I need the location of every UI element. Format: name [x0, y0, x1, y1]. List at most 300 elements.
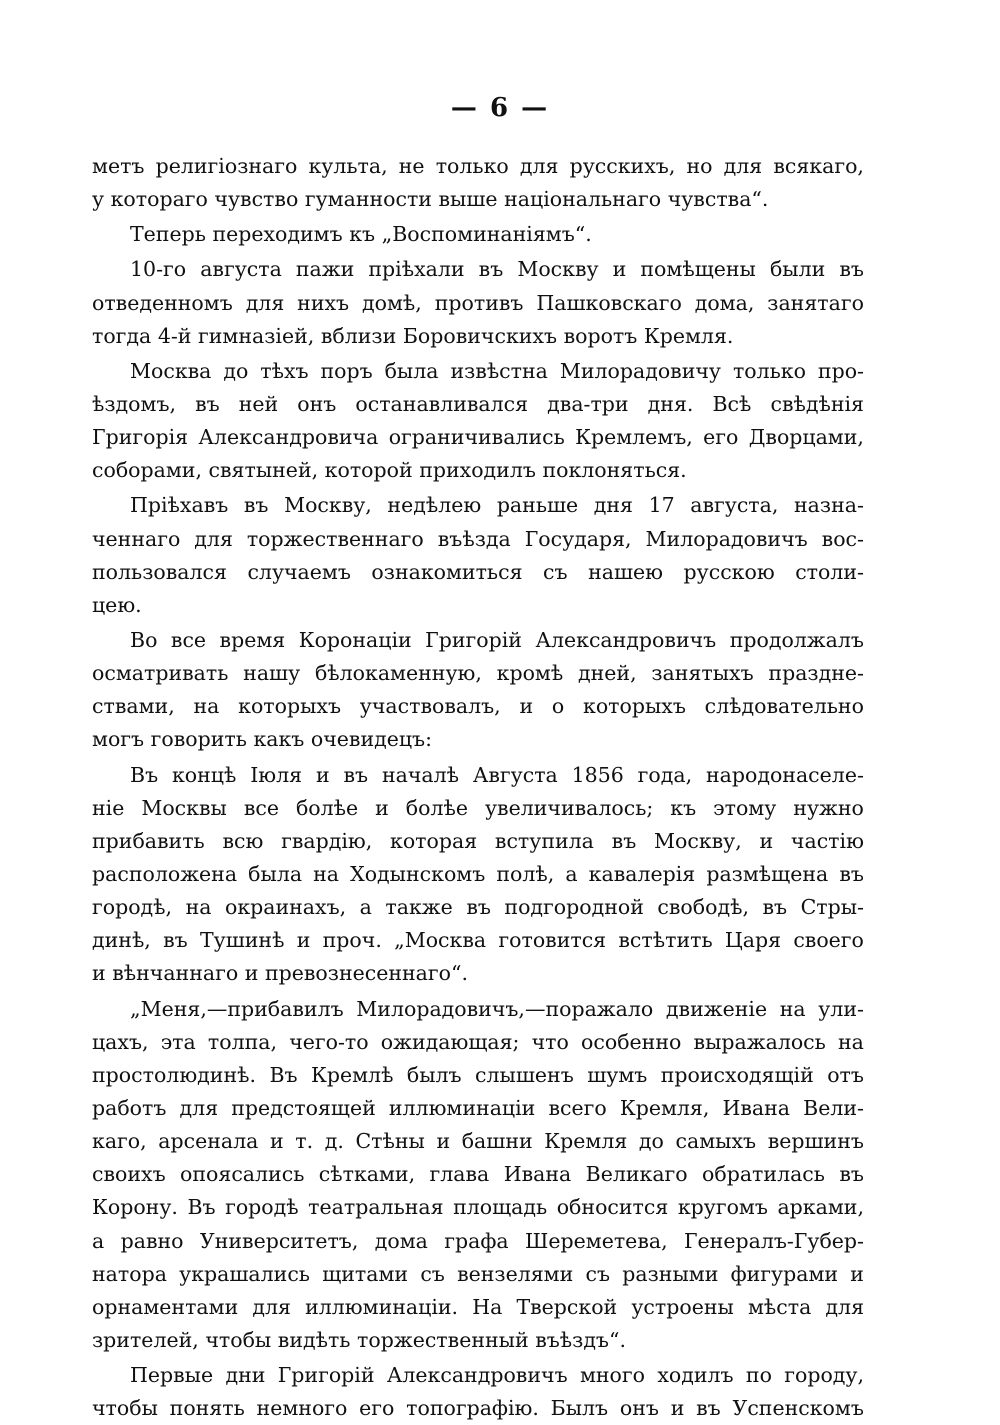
word: фигурами — [730, 1261, 839, 1286]
word: частію — [790, 828, 864, 853]
word: Въ — [269, 1062, 298, 1087]
word: которыхъ — [583, 694, 686, 719]
word: ствами, — [92, 694, 175, 719]
word: ожидающая; — [380, 1029, 520, 1054]
word: т. — [295, 1129, 314, 1154]
word: опоясались — [180, 1162, 305, 1187]
word: орнаментами — [92, 1294, 239, 1319]
word: Григорій — [425, 627, 522, 652]
word: и — [670, 1396, 685, 1421]
word: Милорадовичъ,—поражало — [356, 996, 654, 1021]
word: въ — [696, 1396, 721, 1421]
word: кругомъ — [677, 1195, 768, 1220]
word: движеніе — [665, 996, 768, 1021]
word: могъ — [92, 727, 145, 752]
word: и — [315, 762, 330, 787]
word: и — [519, 694, 534, 719]
word: арками, — [777, 1195, 864, 1220]
word: устроены — [631, 1294, 734, 1319]
word: Пріѣхавъ — [130, 493, 229, 518]
word: культа, — [308, 154, 388, 178]
word: къ — [349, 222, 376, 247]
word: „Меня,—прибавилъ — [130, 996, 344, 1021]
word: проч. — [322, 928, 382, 953]
word: для — [825, 1294, 864, 1319]
text-line — [92, 690, 864, 723]
word: готовится — [498, 928, 607, 953]
word: Іюля — [250, 762, 303, 787]
text-line — [92, 891, 864, 924]
text-line — [92, 1291, 864, 1324]
text-line — [92, 253, 864, 286]
word: его — [703, 425, 739, 450]
text-line — [92, 825, 864, 858]
word: кромѣ — [496, 661, 564, 686]
word: дня — [593, 493, 633, 518]
word: русскою — [683, 559, 775, 584]
word: случаемъ — [247, 559, 351, 584]
text-line — [92, 355, 864, 388]
word: Москву, — [284, 493, 372, 518]
word: а — [565, 861, 578, 886]
word: чтобы — [92, 1396, 158, 1421]
word: топографію. — [406, 1396, 539, 1421]
word: эта — [160, 1029, 196, 1054]
text-line — [92, 1359, 864, 1392]
word: котораго — [110, 187, 208, 212]
text-body — [92, 150, 864, 1425]
word: Пашковскаго — [536, 290, 682, 315]
word: переходимъ — [212, 222, 343, 247]
word: дней, — [578, 661, 637, 686]
word: былъ — [406, 1062, 462, 1087]
word: цею. — [92, 592, 142, 617]
word: башни — [461, 1129, 533, 1154]
word: шумъ — [587, 1062, 648, 1087]
word: въѣздъ“. — [535, 1327, 626, 1352]
word: обратилась — [702, 1162, 825, 1187]
word: Кремля, — [619, 1095, 710, 1120]
word: назна- — [794, 493, 864, 518]
word: свѣдѣнія — [770, 391, 864, 416]
word: воротъ — [563, 323, 638, 348]
text-line — [92, 150, 864, 183]
text-line — [92, 1258, 864, 1291]
word: Стры- — [800, 895, 864, 920]
word: бѣлокаменную, — [314, 661, 482, 686]
word: происходящій — [660, 1062, 814, 1087]
text-line — [92, 421, 864, 454]
word: у — [92, 187, 105, 212]
word: чего-то — [289, 1029, 369, 1054]
word: пажи — [295, 257, 355, 282]
word: останавливался — [355, 391, 529, 416]
word: увеличивалось; — [484, 795, 654, 820]
word: въ — [839, 257, 864, 282]
word: народонаселе- — [705, 762, 864, 787]
word: вос- — [821, 526, 864, 551]
word: на — [779, 996, 806, 1021]
word: въ — [195, 391, 220, 416]
word: видѣть — [277, 1327, 351, 1352]
word: нашу — [243, 661, 301, 686]
word: на — [193, 694, 220, 719]
word: Москву — [517, 257, 599, 282]
word: Былъ — [550, 1396, 609, 1421]
word: съ — [585, 1261, 611, 1286]
word: и — [612, 257, 627, 282]
word: о — [551, 694, 565, 719]
word: встѣтить — [618, 928, 713, 953]
text-line — [92, 1026, 864, 1059]
word: и — [92, 961, 106, 986]
word: чувство — [214, 187, 299, 212]
paragraph — [92, 624, 864, 757]
word: 17 — [648, 493, 675, 518]
word: понять — [169, 1396, 245, 1421]
word: отъ — [827, 1062, 864, 1087]
text-line — [92, 320, 864, 353]
word: время — [219, 627, 286, 652]
word: На — [472, 1294, 503, 1319]
word: Тверской — [516, 1294, 618, 1319]
word: своего — [793, 928, 864, 953]
word: слѣдовательно — [704, 694, 864, 719]
word: вензелями — [457, 1261, 574, 1286]
word: Александровичъ — [535, 627, 717, 652]
word: для — [252, 1294, 291, 1319]
word: которой — [324, 458, 413, 483]
word: кавалерія — [588, 861, 696, 886]
word: и — [244, 961, 259, 986]
text-line — [92, 957, 864, 990]
word: дни — [225, 1363, 266, 1388]
word: „Москва — [394, 928, 487, 953]
word: въѣзда — [437, 526, 511, 551]
text-line — [92, 1059, 864, 1092]
word: въ — [466, 895, 491, 920]
word: вступила — [494, 828, 594, 853]
word: всего — [548, 1095, 607, 1120]
word: Москву, — [654, 828, 742, 853]
word: нихъ — [297, 290, 350, 315]
word: ограничивались — [388, 425, 565, 450]
word: а — [359, 895, 372, 920]
word: но — [686, 154, 713, 178]
word: которыхъ — [238, 694, 342, 719]
word: ніе — [92, 795, 125, 820]
word: праздне- — [768, 661, 864, 686]
word: подгородной — [504, 895, 644, 920]
word: тѣхъ — [260, 358, 309, 383]
word: городѣ, — [92, 895, 173, 920]
word: на — [313, 861, 340, 886]
word: на — [185, 895, 212, 920]
word: Кремлемъ, — [575, 425, 693, 450]
word: всю — [222, 828, 264, 853]
word: расположена — [92, 861, 238, 886]
word: святыней, — [208, 458, 319, 483]
word: Шереметева, — [524, 1228, 668, 1253]
word: домѣ, — [362, 290, 422, 315]
word: 10-го — [130, 257, 187, 282]
word: была — [384, 358, 439, 383]
word: Въ — [130, 762, 159, 787]
word: Великаго — [585, 1162, 688, 1187]
text-line — [92, 218, 864, 251]
word: Во — [130, 627, 158, 652]
word: этому — [713, 795, 777, 820]
word: „Воспоминаніямъ“. — [381, 222, 592, 247]
word: Дворцами, — [748, 425, 864, 450]
word: гвардію, — [281, 828, 373, 853]
word: все — [243, 795, 279, 820]
word: Всѣ — [712, 391, 752, 416]
word: и — [296, 928, 311, 953]
word: иллюминаціи — [388, 1095, 536, 1120]
text-line — [92, 858, 864, 891]
word: Кремля — [544, 1129, 628, 1154]
word: про- — [817, 358, 864, 383]
text-line — [92, 1158, 864, 1191]
word: говорить — [150, 727, 247, 752]
word: свободѣ, — [657, 895, 749, 920]
word: два-три — [547, 391, 629, 416]
word: Первые — [130, 1363, 214, 1388]
word: Стѣны — [355, 1129, 425, 1154]
word: занятыхъ — [651, 661, 754, 686]
word: ченнаго — [92, 526, 181, 551]
word: пріѣхали — [368, 257, 465, 282]
word: извѣстна — [450, 358, 548, 383]
paragraph — [92, 489, 864, 622]
word: каго, — [92, 1129, 147, 1154]
word: съ — [543, 559, 568, 584]
word: концѣ — [171, 762, 237, 787]
word: соборами, — [92, 458, 202, 483]
word: ули- — [818, 996, 864, 1021]
word: въ — [762, 895, 788, 920]
word: Тушинѣ — [199, 928, 285, 953]
text-line — [92, 1092, 864, 1125]
word: въ — [478, 257, 504, 282]
text-line — [92, 657, 864, 690]
word: слышенъ — [475, 1062, 574, 1087]
word: динѣ, — [92, 928, 151, 953]
word: поклоняться. — [542, 458, 687, 483]
word: прибавить — [92, 828, 205, 853]
word: нашею — [588, 559, 664, 584]
text-line — [92, 589, 864, 622]
word: размѣщена — [706, 861, 829, 886]
word: что — [531, 1029, 569, 1054]
word: а — [92, 1228, 105, 1253]
paragraph — [92, 355, 864, 488]
word: въ — [243, 493, 269, 518]
word: толпа, — [207, 1029, 278, 1054]
word: религіознаго — [155, 154, 298, 178]
word: какъ — [253, 727, 305, 752]
word: раньше — [496, 493, 579, 518]
word: ѣздомъ, — [92, 391, 177, 416]
word: Григорій — [277, 1363, 375, 1388]
word: на — [838, 1029, 864, 1054]
word: Ходынскомъ — [350, 861, 486, 886]
page-number: — 6 — — [450, 93, 550, 123]
text-line — [92, 1324, 864, 1357]
word: противъ — [434, 290, 524, 315]
word: въ — [163, 928, 188, 953]
text-line — [92, 624, 864, 657]
text-line — [92, 489, 864, 522]
word: только — [732, 358, 806, 383]
word: для — [245, 290, 285, 315]
word: и — [436, 1129, 451, 1154]
word: все — [170, 627, 207, 652]
word: гуманности — [304, 187, 432, 212]
word: и — [850, 1261, 864, 1286]
word: онъ — [619, 1396, 659, 1421]
word: Григорія — [92, 425, 189, 450]
word: и — [375, 795, 389, 820]
word: до — [638, 1129, 664, 1154]
word: простолюдинѣ. — [92, 1062, 256, 1087]
text-line — [92, 1125, 864, 1158]
word: поръ — [320, 358, 373, 383]
word: Теперь — [130, 222, 206, 247]
word: Успенскомъ — [732, 1396, 864, 1421]
word: въ — [839, 1162, 864, 1187]
word: обносится — [556, 1195, 669, 1220]
paragraph — [92, 150, 864, 216]
text-line — [92, 792, 864, 825]
word: украшались — [179, 1261, 310, 1286]
word: помѣщены — [640, 257, 756, 282]
word: были — [769, 257, 826, 282]
word: превознесеннаго“. — [264, 961, 468, 986]
word: до — [223, 358, 249, 383]
word: Августа — [472, 762, 558, 787]
text-line — [92, 183, 864, 216]
word: съ — [420, 1261, 445, 1286]
word: Ивана — [722, 1095, 791, 1120]
word: особенно — [581, 1029, 682, 1054]
word: 1856 — [571, 762, 624, 787]
word: для — [723, 154, 763, 178]
word: къ — [670, 795, 697, 820]
word: Милорадовичу — [559, 358, 721, 383]
word: его — [359, 1396, 395, 1421]
word: пользовался — [92, 559, 227, 584]
paragraph — [92, 218, 864, 251]
word: русскихъ, — [569, 154, 676, 178]
word: началѣ — [381, 762, 459, 787]
word: также — [385, 895, 453, 920]
word: тогда — [92, 323, 152, 348]
word: работъ — [92, 1095, 167, 1120]
word: немного — [256, 1396, 348, 1421]
word: щитами — [322, 1261, 409, 1286]
word: дома — [374, 1228, 428, 1253]
word: Александровича — [198, 425, 379, 450]
word: сѣтками, — [318, 1162, 416, 1187]
word: ознакомиться — [371, 559, 523, 584]
word: чувства“. — [667, 187, 769, 212]
word: зрителей, — [92, 1327, 199, 1352]
word: только — [435, 154, 509, 178]
word: продолжалъ — [729, 627, 864, 652]
text-line — [92, 523, 864, 556]
word: не — [398, 154, 425, 178]
word: площадь — [453, 1195, 548, 1220]
word: Кремлѣ — [310, 1062, 394, 1087]
word: чтобы — [205, 1327, 272, 1352]
word: дома, — [694, 290, 755, 315]
word: ходилъ — [657, 1363, 734, 1388]
paragraph — [92, 759, 864, 991]
text-line — [92, 1225, 864, 1258]
word: болѣе — [295, 795, 359, 820]
word: для — [519, 154, 559, 178]
word: Коронаціи — [298, 627, 412, 652]
text-line — [92, 556, 864, 589]
word: графа — [444, 1228, 509, 1253]
text-line — [92, 1191, 864, 1224]
word: предстоящей — [231, 1095, 376, 1120]
word: гимназіей, — [198, 323, 315, 348]
word: разными — [622, 1261, 719, 1286]
text-line — [92, 924, 864, 957]
word: Москвы — [141, 795, 227, 820]
word: Генералъ-Губер- — [683, 1228, 864, 1253]
text-line — [92, 388, 864, 421]
word: Москва — [130, 358, 212, 383]
word: мѣста — [747, 1294, 812, 1319]
word: городу, — [784, 1363, 864, 1388]
text-line — [92, 723, 864, 756]
word: болѣе — [405, 795, 468, 820]
word: и — [269, 1129, 284, 1154]
word: Боровичскихъ — [402, 323, 558, 348]
text-line — [92, 1392, 864, 1425]
word: Корону. — [92, 1195, 178, 1220]
word: августа, — [690, 493, 779, 518]
word: національнаго — [504, 187, 662, 212]
word: онъ — [297, 391, 337, 416]
word: которая — [390, 828, 478, 853]
word: Государя, — [524, 526, 632, 551]
word: Александровичъ — [386, 1363, 568, 1388]
word: недѣлею — [387, 493, 482, 518]
text-line — [92, 454, 864, 487]
word: отведенномъ — [92, 290, 233, 315]
word: для — [194, 526, 233, 551]
word: окраинахъ, — [224, 895, 347, 920]
word: торжественнаго — [246, 526, 424, 551]
paragraph — [92, 1359, 864, 1425]
word: Царя — [724, 928, 782, 953]
word: городѣ — [225, 1195, 299, 1220]
word: Университетъ, — [199, 1228, 359, 1253]
word: нужно — [793, 795, 864, 820]
word: выше — [438, 187, 498, 212]
word: вершинъ — [767, 1129, 864, 1154]
word: торжественный — [357, 1327, 529, 1352]
word: иллюминаціи. — [305, 1294, 459, 1319]
word: Ивана — [503, 1162, 572, 1187]
word: своихъ — [92, 1162, 166, 1187]
text-line — [92, 287, 864, 320]
